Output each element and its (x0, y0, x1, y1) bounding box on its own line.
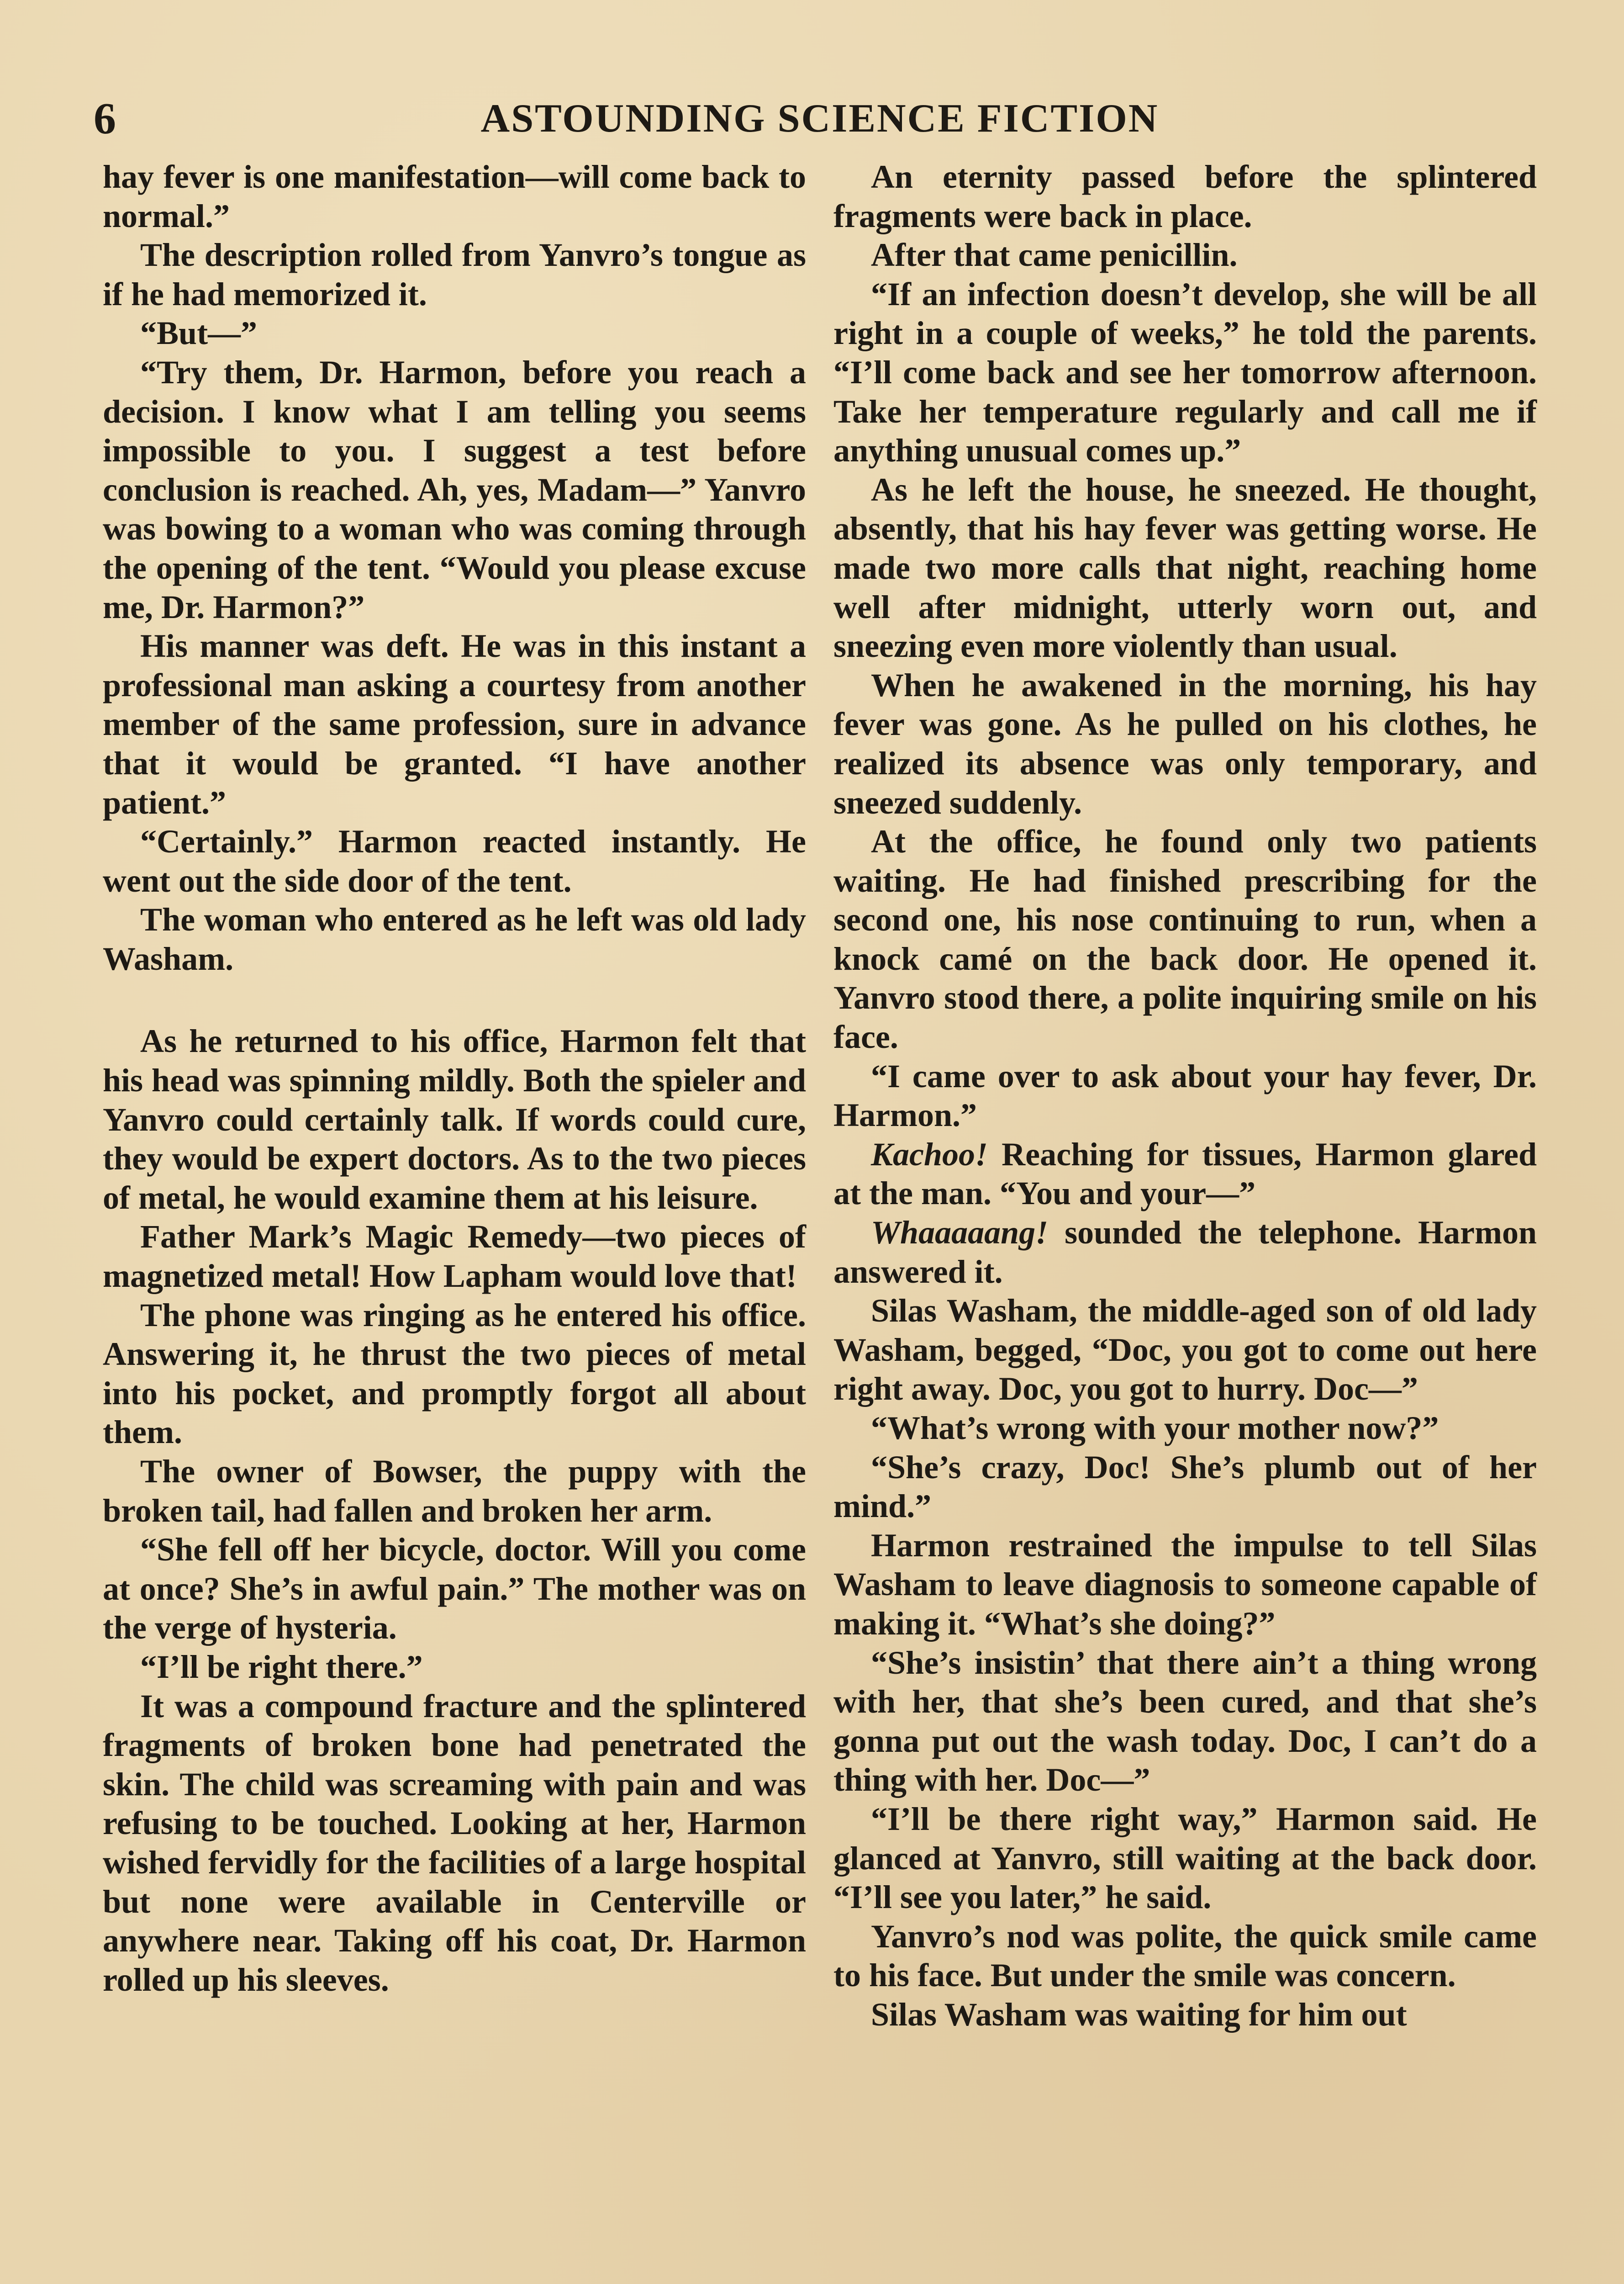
paragraph: His manner was deft. He was in this instant a professional man asking a courtesy from another member of the same profession, sure in advance that it would be granted. “I have another patient.” (103, 628, 806, 821)
paragraph: Silas Washam was waiting for him out (871, 1996, 1407, 2033)
telephone-sound: Whaaaaang! (871, 1214, 1049, 1251)
paragraph: “I’ll be there right way,” Harmon said. He glanced at Yanvro, still waiting at the back door. “I’ll see you later,” he said. (833, 1800, 1537, 1916)
paragraph: Harmon restrained the impulse to tell Silas Washam to leave diagnosis to someone capable of making it. “What’s she doing?” (833, 1527, 1537, 1642)
paragraph: The owner of Bowser, the puppy with the broken tail, had fallen and broken her arm. (103, 1453, 806, 1529)
page-number: 6 (94, 94, 116, 143)
right-column (833, 158, 1537, 2035)
paragraph: As he left the house, he sneezed. He thought, absently, that his hay fever was getting worse. He made two more calls that night, reaching home well after midnight, utterly worn out, and sneezing even more violently than usual. (833, 471, 1537, 665)
sneeze-sound: Kachoo! (871, 1136, 988, 1173)
paragraph: As he returned to his office, Harmon felt that his head was spinning mildly. Both the spieler and Yanvro could certainly talk. If words could cure, they would be expert doctors. As to the two pieces of metal, he would examine them at his leisure. (103, 1023, 806, 1216)
paragraph: The phone was ringing as he entered his office. Answering it, he thrust the two pieces of metal into his pocket, and promptly forgot all about them. (103, 1296, 806, 1451)
left-column (103, 158, 806, 1999)
paragraph: “Try them, Dr. Harmon, before you reach a decision. I know what I am telling you seems impossible to you. I suggest a test before conclusion is reached. Ah, yes, Madam—” Yanvro was bowing to a woman who was coming through the opening of the tent. “Would you please excuse me, Dr. Harmon?” (103, 354, 806, 625)
paragraph: “I came over to ask about your hay fever, Dr. Harmon.” (833, 1057, 1537, 1134)
paragraph: “What’s wrong with your mother now?” (871, 1410, 1439, 1446)
paragraph: It was a compound fracture and the splintered fragments of broken bone had penetrated the skin. The child was screaming with pain and was refusing to be touched. Looking at her, Harmon wished fervidly for the facilities of a large hospital but none were available in Centerville or anywhere near. Taking off his coat, Dr. Harmon rolled up his sleeves. (103, 1687, 806, 1998)
paragraph: “She fell off her bicycle, doctor. Will you come at once? She’s in awful pain.” The mother was on the verge of hysteria. (103, 1531, 806, 1646)
page-header (94, 89, 1546, 148)
paragraph-text: sounded the telephone. Harmon answered it. (833, 1214, 1537, 1290)
paragraph-text: Reaching for tissues, Harmon glared at the man. “You and your—” (833, 1136, 1537, 1212)
running-title: ASTOUNDING SCIENCE FICTION (480, 96, 1159, 141)
paragraph: When he awakened in the morning, his hay fever was gone. As he pulled on his clothes, he realized its absence was only temporary, and sneezed suddenly. (833, 666, 1537, 821)
paragraph: Yanvro’s nod was polite, the quick smile came to his face. But under the smile was concern. (833, 1918, 1537, 1994)
paragraph: “But—” (140, 315, 258, 352)
paragraph: Silas Washam, the middle-aged son of old lady Washam, begged, “Doc, you got to come out here right away. Doc, you got to hurry. Doc—” (833, 1292, 1537, 1407)
paragraph: At the office, he found only two patients waiting. He had finished prescribing for the second one, his nose continuing to run, when a knock camé on the back door. He opened it. Yanvro stood there, a polite inquiring smile on his face. (833, 823, 1537, 1056)
paragraph-kachoo (833, 1135, 1537, 1213)
paragraph: “I’ll be right there.” (140, 1648, 423, 1685)
paragraph: The description rolled from Yanvro’s tongue as if he had memorized it. (103, 237, 806, 312)
paragraph: “If an infection doesn’t develop, she will be all right in a couple of weeks,” he told the parents. “I’ll come back and see her tomorrow afternoon. Take her temperature regularly and call me if anything unusual comes up.” (833, 275, 1537, 469)
paragraph: “She’s crazy, Doc! She’s plumb out of her mind.” (833, 1449, 1537, 1525)
paragraph: “Certainly.” Harmon reacted instantly. He went out the side door of the tent. (103, 823, 806, 899)
paragraph: Father Mark’s Magic Remedy—two pieces of magnetized metal! How Lapham would love that! (103, 1218, 806, 1295)
paragraph: The woman who entered as he left was old lady Washam. (103, 901, 806, 977)
paragraph: An eternity passed before the splintered fragments were back in place. (833, 159, 1537, 234)
paragraph: “She’s insistin’ that there ain’t a thing wrong with her, that she’s been cured, and that she’s gonna put out the wash today. Doc, I can’t do a thing with her. Doc—” (833, 1644, 1537, 1798)
paragraph: hay fever is one manifestation—will come back to normal.” (103, 159, 806, 234)
paragraph-telephone (833, 1213, 1537, 1291)
paragraph: After that came penicillin. (871, 237, 1238, 274)
